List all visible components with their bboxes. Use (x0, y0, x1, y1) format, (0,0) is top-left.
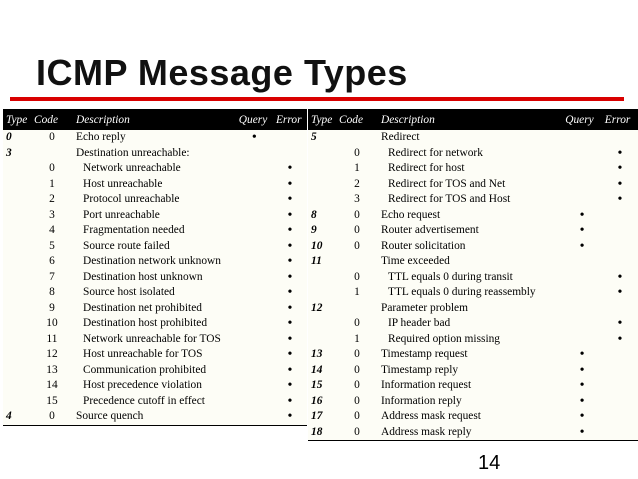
table-row (308, 192, 638, 208)
error-cell (602, 301, 638, 317)
error-cell: • (602, 192, 638, 208)
query-cell (562, 146, 602, 162)
description-cell: Host unreachable for TOS (73, 347, 236, 363)
code-cell: 2 (336, 177, 378, 193)
code-cell: 0 (31, 130, 73, 146)
error-cell (602, 208, 638, 224)
description-cell: Redirect for TOS and Host (378, 192, 562, 208)
description-cell: Destination network unknown (73, 254, 236, 270)
code-cell: 1 (31, 177, 73, 193)
type-cell (3, 177, 31, 193)
query-cell (236, 146, 273, 162)
query-cell (236, 161, 273, 177)
query-cell (236, 301, 273, 317)
query-cell: • (562, 239, 602, 255)
query-cell (236, 177, 273, 193)
type-cell (3, 316, 31, 332)
table-row (3, 239, 307, 255)
table-row (308, 332, 638, 348)
description-cell: Timestamp request (378, 347, 562, 363)
query-cell (236, 378, 273, 394)
type-cell (3, 192, 31, 208)
code-cell: 0 (336, 425, 378, 441)
table-row (308, 270, 638, 286)
code-cell: 9 (31, 301, 73, 317)
table-row (3, 192, 307, 208)
type-cell (3, 347, 31, 363)
type-cell (3, 285, 31, 301)
query-cell (562, 316, 602, 332)
slide-title: ICMP Message Types (36, 52, 408, 93)
query-cell (236, 316, 273, 332)
type-cell: 16 (308, 394, 336, 410)
description-cell: Precedence cutoff in effect (73, 394, 236, 410)
type-cell (308, 161, 336, 177)
type-cell (3, 161, 31, 177)
header-query: Query (562, 109, 602, 130)
code-cell: 0 (336, 316, 378, 332)
table-header-row (3, 109, 307, 130)
code-cell: 14 (31, 378, 73, 394)
type-cell: 4 (3, 409, 31, 425)
type-cell: 5 (308, 130, 336, 146)
type-cell (308, 285, 336, 301)
error-cell: • (273, 192, 307, 208)
error-cell: • (273, 301, 307, 317)
type-cell (308, 192, 336, 208)
type-cell (3, 208, 31, 224)
type-cell (3, 254, 31, 270)
header-description: Description (378, 109, 562, 130)
error-cell: • (273, 347, 307, 363)
error-cell: • (273, 285, 307, 301)
code-cell: 0 (336, 208, 378, 224)
table-row (3, 254, 307, 270)
table-row (308, 285, 638, 301)
query-cell: • (562, 347, 602, 363)
table-row (308, 301, 638, 317)
query-cell (236, 208, 273, 224)
error-cell (602, 425, 638, 441)
error-cell: • (273, 316, 307, 332)
table-row (3, 208, 307, 224)
query-cell (236, 394, 273, 410)
table-row (3, 301, 307, 317)
code-cell: 10 (31, 316, 73, 332)
error-cell: • (602, 161, 638, 177)
table-row (3, 285, 307, 301)
table-row (3, 363, 307, 379)
query-cell (236, 254, 273, 270)
description-cell: Required option missing (378, 332, 562, 348)
query-cell: • (562, 208, 602, 224)
type-cell (3, 378, 31, 394)
table-row (308, 316, 638, 332)
description-cell: Network unreachable (73, 161, 236, 177)
code-cell: 3 (31, 208, 73, 224)
table-row (308, 394, 638, 410)
description-cell: Information request (378, 378, 562, 394)
query-cell (562, 270, 602, 286)
header-description: Description (73, 109, 236, 130)
left-table-body (3, 130, 307, 425)
code-cell: 2 (31, 192, 73, 208)
error-cell: • (273, 394, 307, 410)
table-row (308, 161, 638, 177)
code-cell: 0 (31, 409, 73, 425)
header-query: Query (236, 109, 273, 130)
query-cell: • (562, 394, 602, 410)
type-cell: 15 (308, 378, 336, 394)
description-cell: Protocol unreachable (73, 192, 236, 208)
page-number: 14 (478, 452, 501, 474)
description-cell: Port unreachable (73, 208, 236, 224)
query-cell (562, 161, 602, 177)
code-cell: 13 (31, 363, 73, 379)
type-cell (3, 270, 31, 286)
code-cell: 1 (336, 161, 378, 177)
code-cell: 0 (336, 270, 378, 286)
type-cell: 17 (308, 409, 336, 425)
code-cell: 0 (336, 363, 378, 379)
type-cell: 13 (308, 347, 336, 363)
code-cell: 3 (336, 192, 378, 208)
type-cell: 11 (308, 254, 336, 270)
description-cell: TTL equals 0 during reassembly (378, 285, 562, 301)
title-underline (10, 97, 624, 101)
table-header-row (308, 109, 638, 130)
query-cell (236, 285, 273, 301)
type-cell (308, 270, 336, 286)
error-cell: • (602, 270, 638, 286)
error-cell: • (602, 177, 638, 193)
type-cell (3, 332, 31, 348)
table-row (3, 409, 307, 425)
error-cell (602, 347, 638, 363)
description-cell: Host unreachable (73, 177, 236, 193)
description-cell: TTL equals 0 during transit (378, 270, 562, 286)
query-cell (562, 301, 602, 317)
type-cell (3, 301, 31, 317)
description-cell: Address mask reply (378, 425, 562, 441)
description-cell: Timestamp reply (378, 363, 562, 379)
error-cell: • (602, 332, 638, 348)
type-cell: 10 (308, 239, 336, 255)
description-cell: Source quench (73, 409, 236, 425)
error-cell: • (273, 161, 307, 177)
error-cell: • (273, 363, 307, 379)
error-cell (602, 254, 638, 270)
type-cell (3, 394, 31, 410)
code-cell: 8 (31, 285, 73, 301)
query-cell: • (562, 378, 602, 394)
query-cell (562, 254, 602, 270)
query-cell: • (562, 363, 602, 379)
table-row (308, 378, 638, 394)
description-cell: Destination host prohibited (73, 316, 236, 332)
description-cell: Redirect (378, 130, 562, 146)
description-cell: Source route failed (73, 239, 236, 255)
description-cell: Source host isolated (73, 285, 236, 301)
table-row (308, 239, 638, 255)
table-row (308, 208, 638, 224)
query-cell: • (562, 223, 602, 239)
header-error: Error (602, 109, 638, 130)
error-cell (273, 146, 307, 162)
query-cell (236, 347, 273, 363)
code-cell: 1 (336, 285, 378, 301)
error-cell (602, 363, 638, 379)
description-cell: Redirect for network (378, 146, 562, 162)
type-cell: 18 (308, 425, 336, 441)
type-cell (308, 177, 336, 193)
type-cell (308, 332, 336, 348)
table-row (308, 363, 638, 379)
right-table-body (308, 130, 638, 441)
type-cell (3, 239, 31, 255)
query-cell (562, 130, 602, 146)
error-cell: • (273, 223, 307, 239)
query-cell (562, 285, 602, 301)
type-cell: 0 (3, 130, 31, 146)
description-cell: Network unreachable for TOS (73, 332, 236, 348)
table-row (308, 409, 638, 425)
table-row (3, 161, 307, 177)
query-cell (562, 192, 602, 208)
description-cell: Host precedence violation (73, 378, 236, 394)
code-cell (336, 130, 378, 146)
query-cell (236, 332, 273, 348)
table-row (3, 394, 307, 410)
type-cell: 9 (308, 223, 336, 239)
table-row (3, 378, 307, 394)
table-row (3, 146, 307, 162)
description-cell: Address mask request (378, 409, 562, 425)
error-cell (602, 378, 638, 394)
code-cell (31, 146, 73, 162)
error-cell (602, 239, 638, 255)
table-row (308, 130, 638, 146)
type-cell: 8 (308, 208, 336, 224)
description-cell: Destination unreachable: (73, 146, 236, 162)
type-cell (308, 146, 336, 162)
description-cell: Router advertisement (378, 223, 562, 239)
code-cell: 0 (31, 161, 73, 177)
error-cell: • (273, 177, 307, 193)
description-cell: Router solicitation (378, 239, 562, 255)
icmp-table-right (308, 109, 638, 441)
code-cell: 0 (336, 378, 378, 394)
table-row (3, 270, 307, 286)
code-cell: 5 (31, 239, 73, 255)
error-cell (602, 223, 638, 239)
error-cell (602, 394, 638, 410)
description-cell: Echo reply (73, 130, 236, 146)
error-cell: • (273, 270, 307, 286)
query-cell: • (236, 130, 273, 146)
error-cell (602, 409, 638, 425)
table-row (308, 425, 638, 441)
table-row (3, 177, 307, 193)
type-cell (3, 363, 31, 379)
query-cell (236, 363, 273, 379)
header-type: Type (308, 109, 336, 130)
header-type: Type (3, 109, 31, 130)
error-cell: • (273, 378, 307, 394)
code-cell: 0 (336, 394, 378, 410)
description-cell: Communication prohibited (73, 363, 236, 379)
table-row (308, 254, 638, 270)
type-cell: 14 (308, 363, 336, 379)
query-cell (236, 270, 273, 286)
query-cell (562, 332, 602, 348)
code-cell: 6 (31, 254, 73, 270)
icmp-table-left (3, 109, 307, 426)
description-cell: IP header bad (378, 316, 562, 332)
description-cell: Destination host unknown (73, 270, 236, 286)
error-cell: • (273, 332, 307, 348)
type-cell: 3 (3, 146, 31, 162)
header-error: Error (273, 109, 307, 130)
description-cell: Redirect for TOS and Net (378, 177, 562, 193)
description-cell: Information reply (378, 394, 562, 410)
query-cell (236, 192, 273, 208)
table-row (3, 316, 307, 332)
code-cell: 0 (336, 347, 378, 363)
table-row (308, 146, 638, 162)
error-cell: • (602, 285, 638, 301)
table-row (3, 332, 307, 348)
header-code: Code (336, 109, 378, 130)
code-cell (336, 301, 378, 317)
code-cell: 0 (336, 239, 378, 255)
description-cell: Fragmentation needed (73, 223, 236, 239)
code-cell: 15 (31, 394, 73, 410)
description-cell: Echo request (378, 208, 562, 224)
error-cell: • (602, 316, 638, 332)
table-row (3, 347, 307, 363)
error-cell (602, 130, 638, 146)
code-cell: 4 (31, 223, 73, 239)
query-cell (236, 223, 273, 239)
code-cell: 0 (336, 223, 378, 239)
error-cell: • (273, 409, 307, 425)
table-row (308, 177, 638, 193)
table-row (3, 130, 307, 146)
type-cell (308, 316, 336, 332)
header-code: Code (31, 109, 73, 130)
description-cell: Time exceeded (378, 254, 562, 270)
code-cell: 12 (31, 347, 73, 363)
table-row (308, 223, 638, 239)
error-cell: • (273, 239, 307, 255)
table-row (308, 347, 638, 363)
query-cell (562, 177, 602, 193)
code-cell: 1 (336, 332, 378, 348)
error-cell: • (602, 146, 638, 162)
error-cell: • (273, 254, 307, 270)
query-cell (236, 409, 273, 425)
type-cell (3, 223, 31, 239)
query-cell: • (562, 425, 602, 441)
query-cell: • (562, 409, 602, 425)
type-cell: 12 (308, 301, 336, 317)
description-cell: Redirect for host (378, 161, 562, 177)
code-cell: 11 (31, 332, 73, 348)
code-cell: 0 (336, 146, 378, 162)
description-cell: Destination net prohibited (73, 301, 236, 317)
query-cell (236, 239, 273, 255)
error-cell (273, 130, 307, 146)
description-cell: Parameter problem (378, 301, 562, 317)
table-row (3, 223, 307, 239)
code-cell: 7 (31, 270, 73, 286)
error-cell: • (273, 208, 307, 224)
code-cell: 0 (336, 409, 378, 425)
code-cell (336, 254, 378, 270)
